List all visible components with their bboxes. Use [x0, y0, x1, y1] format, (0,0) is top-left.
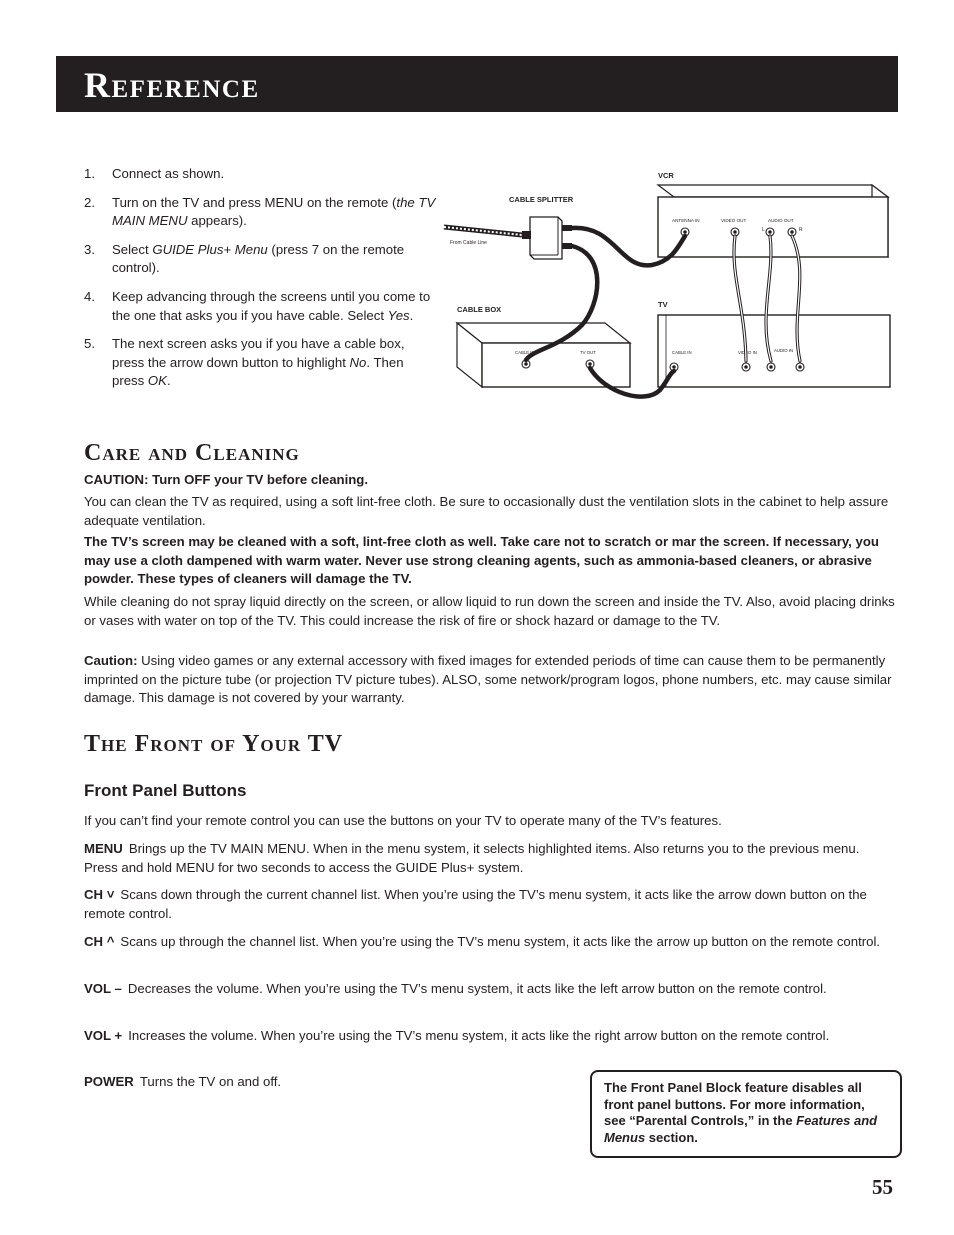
- front-panel-buttons-heading: Front Panel Buttons: [84, 781, 247, 800]
- step-text: Connect as shown.: [112, 166, 225, 181]
- step-text: appears).: [187, 213, 247, 229]
- step-text: OK: [147, 373, 167, 389]
- care-caution-line: CAUTION: Turn OFF your TV before cleaning.: [84, 472, 369, 487]
- menu-button-text: Brings up the TV MAIN MENU. When in the menu system, it selects highlighted items. Also returns you to the previous menu. Press and hold MENU for two seconds to access the GUIDE Plus+ system.: [84, 841, 860, 875]
- page-title: Reference: [84, 65, 260, 105]
- volume-up-button-text: Increases the volume. When you’re using the TV’s menu system, it acts like the right arrow button on the remote control.: [128, 1028, 830, 1043]
- note-text-end: section.: [645, 1129, 698, 1145]
- menu-button-description: [84, 840, 884, 877]
- page-number: 55: [872, 1175, 893, 1199]
- tv-label: TV: [658, 300, 668, 309]
- care-paragraph-3: [84, 593, 900, 630]
- vcr-audio-out-label: AUDIO OUT: [768, 218, 794, 223]
- setup-step: [84, 165, 436, 184]
- step-number: 3.: [84, 241, 95, 257]
- note-text-italic: Features and Menus: [604, 1113, 878, 1145]
- power-button-text: Turns the TV on and off.: [139, 1074, 282, 1089]
- step-number: 2.: [84, 194, 95, 210]
- step-text: Select: [112, 241, 153, 257]
- step-text: Yes: [387, 307, 410, 323]
- power-button-description: [84, 1073, 564, 1092]
- front-of-tv-heading: The Front of Your TV: [84, 731, 344, 757]
- care-paragraph-3-text: While cleaning do not spray liquid directly on the screen, or allow liquid to run down the screen and inside the TV. Also, avoid placing drinks or vases with water on top of the TV. This could increase the risk of fire or shock hazard or damage to the TV.: [84, 594, 895, 628]
- note-text-start: The Front Panel Block feature disables all front panel buttons. For more information, see “Parental Controls,” in the: [604, 1080, 865, 1128]
- step-text: GUIDE Plus+ Menu: [152, 241, 268, 257]
- incoming-cable: [444, 227, 522, 235]
- care-paragraph-4-text: Using video games or any external accessory with fixed images for extended periods of time can cause them to be permanently imprinted on the picture tube (or projection TV picture tubes). ALSO, some network/program logos, phone numbers, etc. may cause similar damage. This damage is not covered by your warranty.: [84, 653, 892, 706]
- front-panel-block-note: [590, 1070, 902, 1158]
- cable-splitter-label: CABLE SPLITTER: [509, 195, 574, 204]
- step-text: the TV MAIN MENU: [112, 194, 436, 229]
- channel-down-button-description: [84, 886, 884, 923]
- step-text: . Then press: [112, 354, 404, 389]
- setup-step: [84, 194, 436, 231]
- setup-step: [84, 241, 436, 278]
- step-number: 4.: [84, 288, 95, 304]
- from-cable-line-label: From Cable Line: [450, 240, 487, 246]
- vcr-right-label: R: [799, 227, 803, 233]
- tv-audio-in-label: AUDIO IN: [774, 348, 794, 353]
- box-tv-out-label: TV OUT: [580, 350, 596, 355]
- care-paragraph-4: [84, 652, 900, 708]
- tv-video-in-label: VIDEO IN: [738, 350, 757, 355]
- menu-button-name: MENU: [84, 841, 123, 856]
- step-text: The next screen asks you if you have a cable box, press the arrow down button to highlight: [112, 336, 405, 370]
- cable-box-device: [457, 323, 630, 387]
- caution-label: Caution:: [84, 653, 138, 668]
- box-cable-in-label: CABLE IN: [515, 350, 535, 355]
- channel-up-button-name: CH ^: [84, 934, 115, 949]
- cable-box-label: CABLE BOX: [457, 305, 502, 314]
- step-number: 1.: [84, 166, 95, 181]
- vcr-label: VCR: [658, 171, 674, 180]
- step-text: .: [166, 373, 171, 389]
- care-cleaning-heading: Care and Cleaning: [84, 440, 300, 466]
- step-text: (press 7 on the remote control).: [112, 241, 405, 276]
- care-paragraph-1: You can clean the TV as required, using a soft lint-free cloth. Be sure to occasionally dust the ventilation slots in the cabinet to help assure adequate ventilation.: [84, 494, 889, 528]
- care-paragraph-2: The TV’s screen may be cleaned with a soft, lint-free cloth as well. Take care not to scratch or mar the screen. If necessary, you may use a cloth dampened with warm water. Never use strong cleaning agents, such as ammonia-based cleaners, or abrasive powder. These types of cleaners will damage the TV.: [84, 534, 879, 587]
- volume-up-button-name: VOL +: [84, 1028, 123, 1043]
- vcr-antenna-in-label: ANTENNA IN: [672, 218, 700, 223]
- volume-down-button-name: VOL –: [84, 981, 122, 996]
- header-banner: [56, 56, 898, 112]
- setup-step: [84, 335, 436, 391]
- setup-steps-list: [84, 165, 436, 401]
- channel-up-button-text: Scans up through the channel list. When you’re using the TV’s menu system, it acts like the arrow up button on the remote control.: [120, 934, 881, 949]
- volume-down-button-text: Decreases the volume. When you’re using the TV’s menu system, it acts like the left arrow button on the remote control.: [127, 981, 827, 996]
- vcr-left-label: L: [762, 227, 765, 233]
- step-text: .: [409, 307, 414, 323]
- volume-down-button-description: [84, 980, 884, 999]
- step-text: Turn on the TV and press MENU on the remote (: [112, 194, 397, 210]
- channel-down-button-text: Scans down through the current channel list. When you’re using the TV’s menu system, it acts like the arrow down button on the remote control.: [84, 887, 867, 921]
- vcr-video-out-label: VIDEO OUT: [721, 218, 747, 223]
- tv-cable-in-label: CABLE IN: [672, 350, 692, 355]
- volume-up-button-description: [84, 1027, 884, 1046]
- channel-down-button-name: CH ˅: [84, 887, 115, 902]
- setup-step: [84, 288, 436, 325]
- power-button-name: POWER: [84, 1074, 134, 1089]
- front-panel-intro: If you can’t find your remote control you can use the buttons on your TV to operate many of the TV’s features.: [84, 813, 722, 828]
- cable-splitter: [522, 217, 572, 259]
- step-number: 5.: [84, 336, 95, 352]
- step-text: Keep advancing through the screens until you come to the one that asks you if you have cable. Select: [112, 288, 431, 323]
- connection-diagram: [440, 165, 900, 410]
- channel-up-button-description: [84, 933, 884, 952]
- step-text: No: [349, 354, 367, 370]
